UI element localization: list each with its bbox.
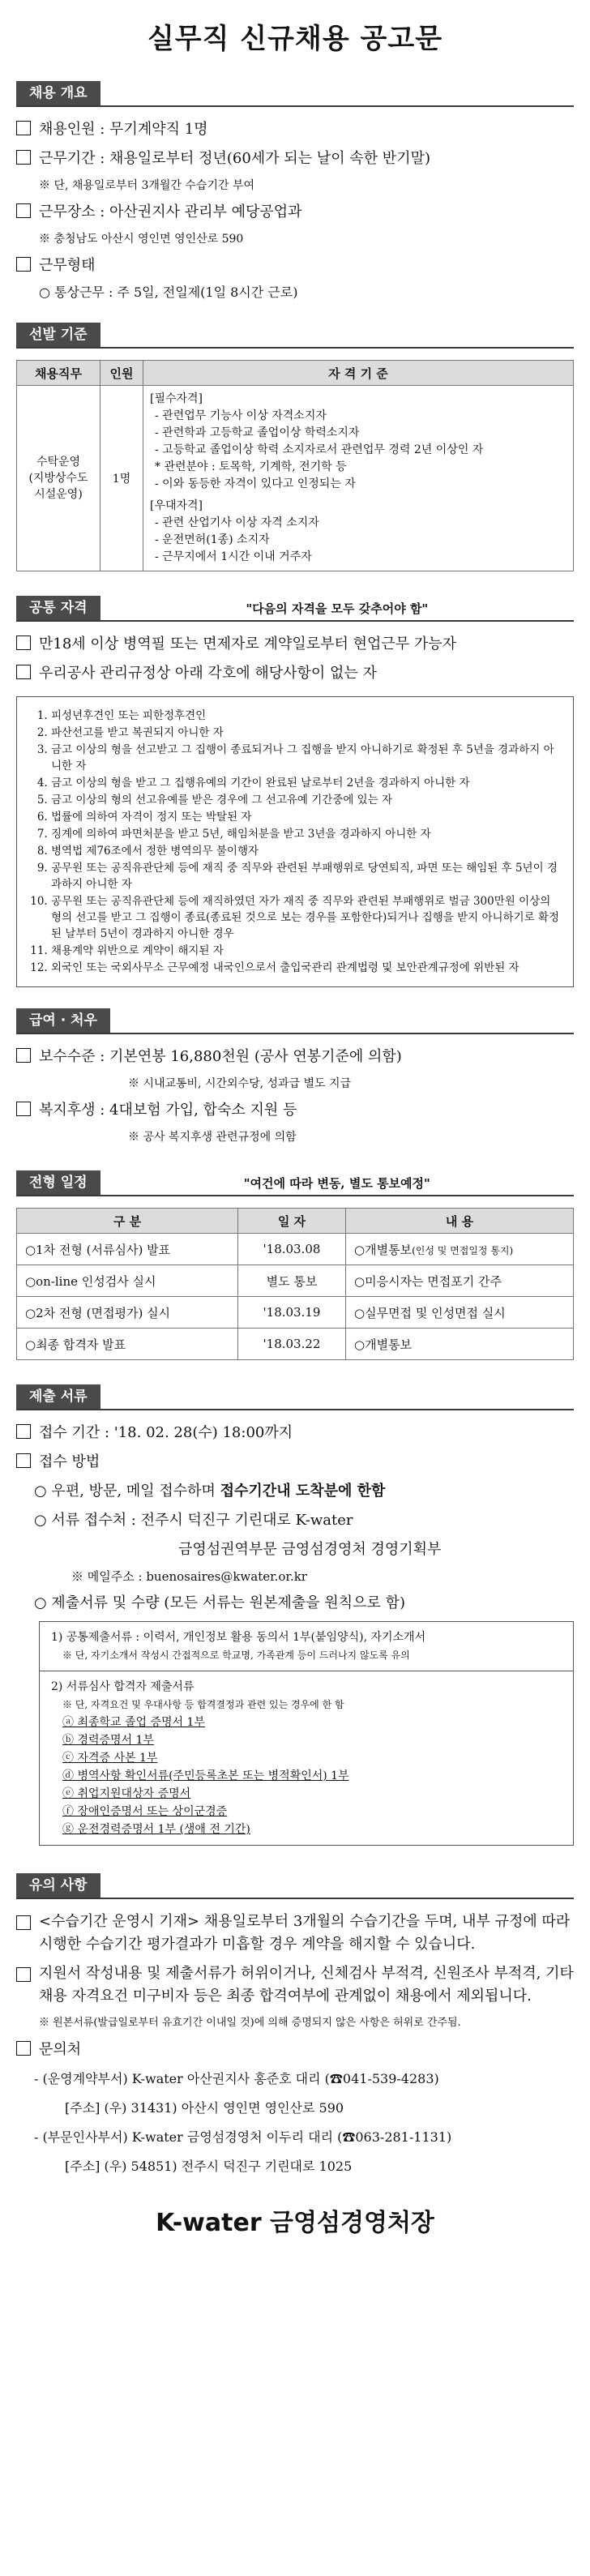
section-label: 급여 · 처우 <box>16 1008 110 1033</box>
section-criteria <box>16 323 574 571</box>
section-common-qualification: 공통 자격 "다음의 자격을 모두 갖추어야 함" 만18세 이상 병역필 또는 면제자로 계약일로부터 현업근무 가능자 우리공사 관리규정상 아래 각호에 해당사항이 없는 자 1. 피성년후견인 또는 피한정후견인 2. 파산선고를 받고 복권되지 아니한 자 3. 금고 이상의 형을 선고받고 그 집행이 종료되거나 그 집행을 받지 아니하기로 확정된 후 5년을 경과하지 아니한 자 4. 금고 이상의 형을 받고 그 집행유예의 기간이 완료된 날로부터 2년을 경과하지 아니한 자 5. 금고 이상의 형의 선고유예를 받은 경우에 그 선고유예 기간중에 있는 자 6. 법률에 의하여 자격이 정지 또는 박탈된 자 7. 징계에 의하여 파면처분을 받고 5년, 해임처분을 받고 3년을 경과하지 아니한 자 8. 병역법 제76조에서 정한 병역의무 불이행자 9. 공무원 또는 공직유관단체 등에 재직 중 직무와 관련된 부패행위로 당연퇴직, 파면 또는 해임된 후 5년이 경과하지 아니한 자 10. 공무원 또는 공직유관단체 등에 재직하였던 자가 재직 중 직무와 관련된 부패행위로 벌금 300만원 이상의 형의 선고를 받고 그 집행이 종료(종료된 것으로 보는 경우를 포함한다)되거나 집행을 받지 아니하기로 확정된 날부터 5년이 경과하지 아니한 경우 11. 채용계약 위반으로 계약이 해지된 자 12. 외국인 또는 국외사무소 근무예정 내국인으로서 출입국관리 관계법령 및 보안관계규정에 위반된 자 <box>16 596 574 987</box>
section-label: 유의 사항 <box>16 1873 100 1898</box>
section-notes: 유의 사항 <수습기간 운영시 기재> 채용일로부터 3개월의 수습기간을 두며, 내부 규정에 따라 시행한 수습기간 평가결과가 미흡할 경우 계약을 해지할 수 있습니다. 지원서 작성내용 및 제출서류가 허위이거나, 신체검사 부적격, 신원조사 부적격, 기타 채용 자격요건 미구비자 등은 최종 합격여부에 관계없이 채용에서 제외됩니다. ※ 원본서류(발급일로부터 유효기간 이내일 것)에 의해 증명되지 않은 사항은 허위로 간주됨. 문의처 - (운영계약부서) K-water 아산권지사 홍준호 대리 (☎041-539-4283) [주소] (우) 31431) 아산시 영인면 영인산로 590 - (부문인사부서) K-water 금영섬경영처 이두리 대리 (☎063-281-1131) [주소] (우) 54851) 전주시 덕진구 기린대로 1025 <box>16 1873 574 2178</box>
disqualification-list <box>16 696 574 987</box>
section-salary: 급여 · 처우 보수수준 : 기본연봉 16,880천원 (공사 연봉기준에 의함) ※ 시내교통비, 시간외수당, 성과급 별도 지급 복지후생 : 4대보험 가입, 합숙소 지원 등 ※ 공사 복지후생 관련규정에 의함 <box>16 1008 574 1146</box>
list-item: 12. 외국인 또는 국외사무소 근무예정 내국인으로서 출입국관리 관계법령 및 보안관계규정에 위반된 자 <box>51 960 560 976</box>
checkbox-icon <box>16 1967 31 1982</box>
list-item: 11. 채용계약 위반으로 계약이 해지된 자 <box>51 943 560 959</box>
page-title: 실무직 신규채용 공고문 <box>147 23 443 55</box>
list-item: 8. 병역법 제76조에서 정한 병역의무 불이행자 <box>51 843 560 859</box>
list-item: 9. 공무원 또는 공직유관단체 등에 재직 중 직무와 관련된 부패행위로 당연퇴직, 파면 또는 해임된 후 5년이 경과하지 아니한 자 <box>51 860 560 892</box>
checkbox-icon <box>16 1102 31 1116</box>
checkbox-icon <box>16 150 31 165</box>
section-label: 공통 자격 <box>16 596 100 620</box>
checkbox-icon <box>16 257 31 272</box>
list-item: 5. 금고 이상의 형의 선고유예를 받은 경우에 그 선고유예 기간중에 있는 자 <box>51 792 560 808</box>
section-label: 제출 서류 <box>16 1384 100 1409</box>
checkbox-icon <box>16 1453 31 1468</box>
list-item: ⓖ 운전경력증명서 1부 (생애 전 기간) <box>62 1823 250 1836</box>
list-item: 1. 피성년후견인 또는 피한정후견인 <box>51 708 560 724</box>
list-item: ⓔ 취업지원대상자 증명서 <box>62 1787 191 1800</box>
table-row: ○최종 합격자 발표 '18.03.22 ○개별통보 <box>17 1329 574 1360</box>
section-label: 전형 일정 <box>16 1170 100 1195</box>
schedule-table: 구 분 일 자 내 용 ○1차 전형 (서류심사) 발표 '18.03.08 ○개별통보(인성 및 면접일정 통지) ○on-line 인성검사 실시 별도 통보 ○미응시자는 면접포기 간주 ○2차 전형 (면접평가) 실시 '18.03.19 ○실무면접 및 인성면접 실시 ○최종 합격자 발표 '18.03.22 ○개별통보 <box>16 1208 574 1360</box>
checkbox-icon <box>16 121 31 135</box>
checkbox-icon <box>16 2041 31 2056</box>
table-row: ○on-line 인성검사 실시 별도 통보 ○미응시자는 면접포기 간주 <box>17 1265 574 1297</box>
list-item: 10. 공무원 또는 공직유관단체 등에 재직하였던 자가 재직 중 직무와 관련된 부패행위로 벌금 300만원 이상의 형의 선고를 받고 그 집행이 종료(종료된 것으로 보는 경우를 포함한다)되거나 집행을 받지 아니하기로 확정된 날부터 5년이 경과하지 아니한 경우 <box>51 893 560 942</box>
document-list-box: 1) 공통제출서류 : 이력서, 개인정보 활용 동의서 1부(붙임양식), 자기소개서 ※ 단, 자기소개서 작성시 간접적으로 학교명, 가족관계 등이 드러나지 않도록 유의 2) 서류심사 합격자 제출서류 ※ 단, 자격요건 및 우대사항 등 합격결정과 관련 있는 경우에 한 함 ⓐ 최종학교 졸업 증명서 1부 ⓑ 경력증명서 1부 ⓒ 자격증 사본 1부 ⓓ 병역사항 확인서류(주민등록초본 또는 병적확인서) 1부 ⓔ 취업지원대상자 증명서 ⓕ 장애인증명서 또는 상이군경증 ⓖ 운전경력증명서 1부 (생애 전 기간) <box>39 1621 574 1846</box>
list-item: ⓒ 자격증 사본 1부 <box>62 1752 158 1765</box>
list-item: 4. 금고 이상의 형을 받고 그 집행유예의 기간이 완료된 날로부터 2년을 경과하지 아니한 자 <box>51 775 560 791</box>
list-item: 7. 징계에 의하여 파면처분을 받고 5년, 해임처분을 받고 3년을 경과하지 아니한 자 <box>51 826 560 842</box>
checkbox-icon <box>16 1915 31 1930</box>
list-item: ⓕ 장애인증명서 또는 상이군경증 <box>62 1805 228 1818</box>
section-label: 채용 개요 <box>16 81 100 105</box>
checkbox-icon <box>16 665 31 679</box>
section-documents: 제출 서류 접수 기간 : '18. 02. 28(수) 18:00까지 접수 방법 ○ 우편, 방문, 메일 접수하며 접수기간내 도착분에 한함 ○ 서류 접수처 : 전주시 덕진구 기린대로 K-water 금영섬권역부문 금영섬경영처 경영기획부 ※ 메일주소 : buenosaires@kwater.or.kr ○ 제출서류 및 수량 (모든 서류는 원본제출을 원칙으로 함) 1) 공통제출서류 : 이력서, 개인정보 활용 동의서 1부(붙임양식), 자기소개서 ※ 단, 자기소개서 작성시 간접적으로 학교명, 가족관계 등이 드러나지 않도록 유의 2) 서류심사 합격자 제출서류 ※ 단, 자격요건 및 우대사항 등 합격결정과 관련 있는 경우에 한 함 ⓐ 최종학교 졸업 증명서 1부 ⓑ 경력증명서 1부 ⓒ 자격증 사본 1부 ⓓ 병역사항 확인서류(주민등록초본 또는 병적확인서) 1부 ⓔ 취업지원대상자 증명서 ⓕ 장애인증명서 또는 상이군경증 ⓖ 운전경력증명서 1부 (생애 전 기간) <box>16 1384 574 1846</box>
table-row: ○2차 전형 (면접평가) 실시 '18.03.19 ○실무면접 및 인성면접 실시 <box>17 1297 574 1329</box>
list-item: 2. 파산선고를 받고 복권되지 아니한 자 <box>51 725 560 741</box>
list-item: ⓑ 경력증명서 1부 <box>62 1734 154 1747</box>
list-item: ⓐ 최종학교 졸업 증명서 1부 <box>62 1716 205 1729</box>
list-item: 6. 법률에 의하여 자격이 정지 또는 박탈된 자 <box>51 809 560 825</box>
section-label: 선발 기준 <box>16 323 100 347</box>
checkbox-icon <box>16 1424 31 1439</box>
issuer-signature: K-water 금영섬경영처장 <box>156 2209 434 2237</box>
checkbox-icon <box>16 1048 31 1063</box>
criteria-table: 채용직무 인원 자 격 기 준 수탁운영 (지방상수도 시설운영) 1명 [필수자격] - 관련업무 기능사 이상 자격소지자 - 관련학과 고등학교 졸업이상 학력소지자 - 고등학교 졸업이상 학력 소지자로서 관련업무 경력 2년 이상인 자 * 관련분야 : 토목학, 기계학, 전기학 등 - 이와 동등한 자격이 있다고 인정되는 자 [우대자격] - 관련 산업기사 이상 자격 소지자 - 운전면허(1종) 소지자 - 근무지에서 1시간 이내 거주자 <box>16 360 574 571</box>
list-item: ⓓ 병역사항 확인서류(주민등록초본 또는 병적확인서) 1부 <box>62 1769 349 1782</box>
section-overview: 채용 개요 채용인원 : 무기계약직 1명 근무기간 : 채용일로부터 정년(60세가 되는 날이 속한 반기말) ※ 단, 채용일로부터 3개월간 수습기간 부여 근무장소 : 아산권지사 관리부 예당공업과 ※ 충청남도 아산시 영인면 영인산로 590 근무형태 ○ 통상근무 : 주 5일, 전일제(1일 8시간 근로) <box>16 81 574 302</box>
list-item: 3. 금고 이상의 형을 선고받고 그 집행이 종료되거나 그 집행을 받지 아니하기로 확정된 후 5년을 경과하지 아니한 자 <box>51 742 560 774</box>
checkbox-icon <box>16 635 31 650</box>
table-row: ○1차 전형 (서류심사) 발표 '18.03.08 ○개별통보(인성 및 면접일정 통지) <box>17 1234 574 1265</box>
section-schedule: 전형 일정 "여건에 따라 변동, 별도 통보예정" 구 분 일 자 내 용 ○1차 전형 (서류심사) 발표 '18.03.08 ○개별통보(인성 및 면접일정 통지) ○on-line 인성검사 실시 별도 통보 ○미응시자는 면접포기 간주 ○2차 전형 (면접평가) 실시 '18.03.19 ○실무면접 및 인성면접 실시 ○최종 합격자 발표 '18.03.22 ○개별통보 <box>16 1170 574 1360</box>
checkbox-icon <box>16 203 31 218</box>
